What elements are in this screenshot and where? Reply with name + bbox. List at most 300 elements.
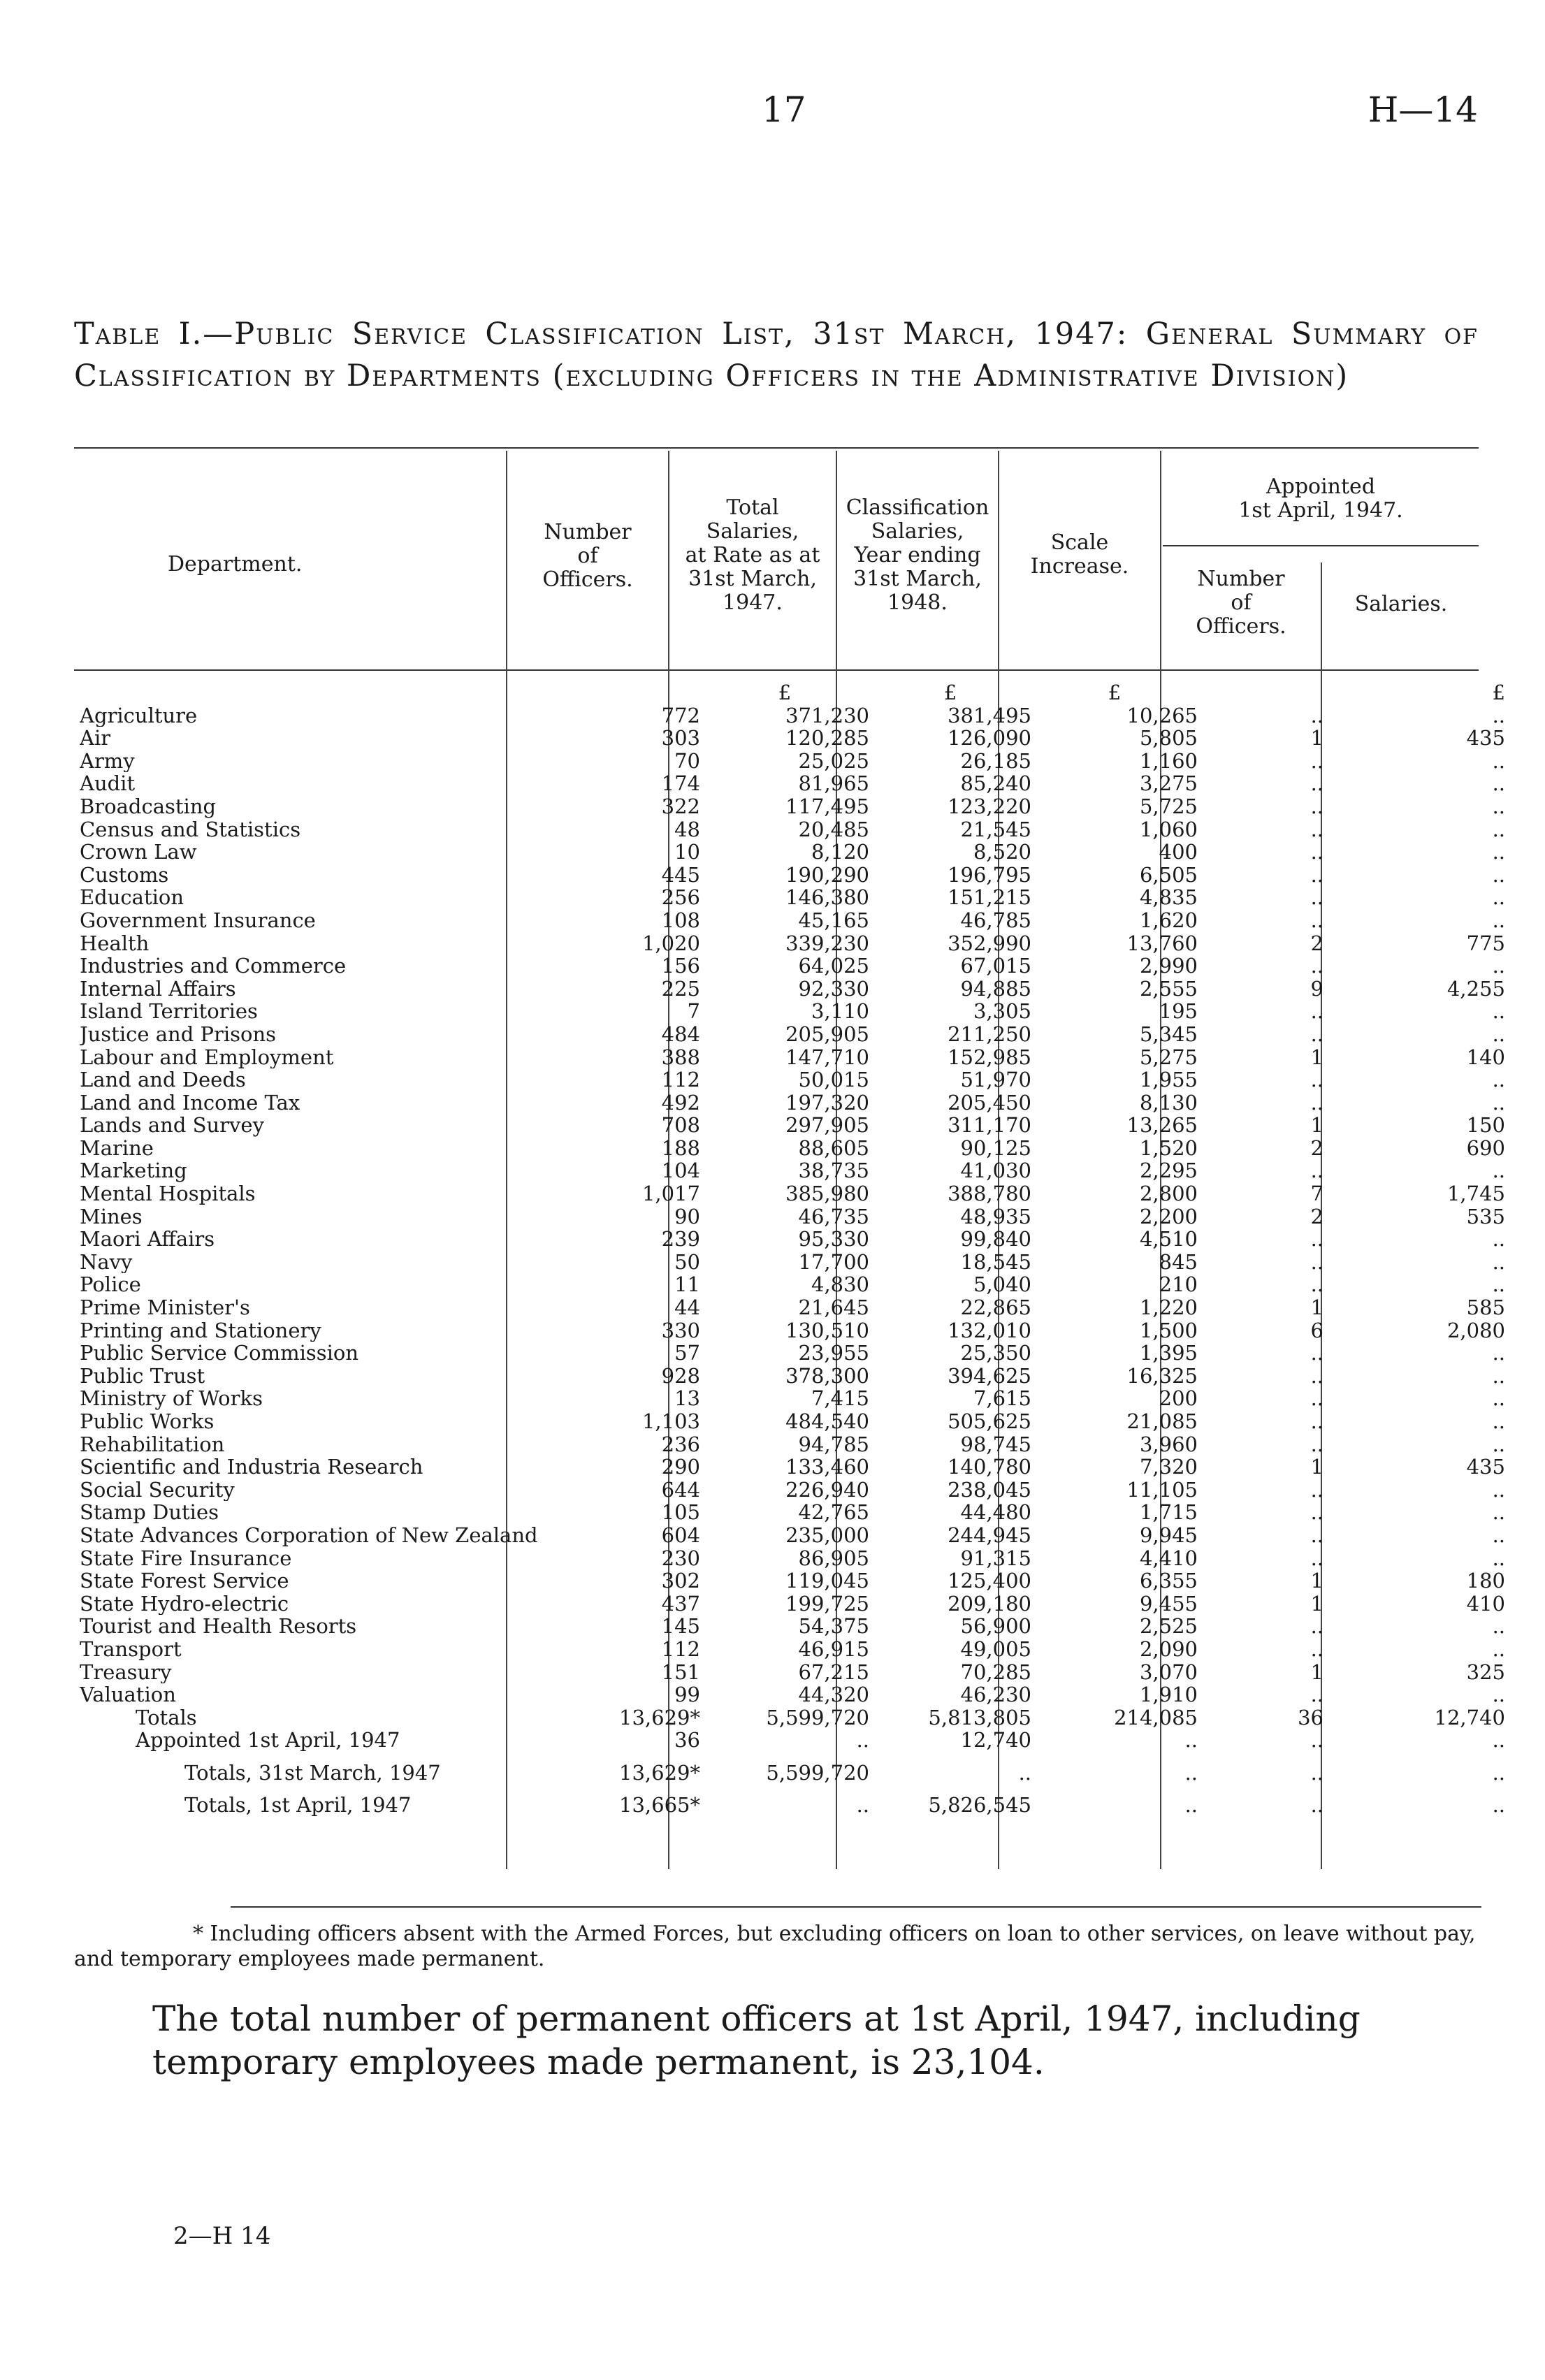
appointed-number: ..: [1310, 1228, 1323, 1251]
officers-count: 70: [674, 749, 700, 773]
officers-count: 492: [661, 1091, 700, 1115]
appointed-salaries: ..: [1492, 1729, 1505, 1752]
classification-salaries: 196,795: [948, 863, 1031, 887]
department-name: Air: [80, 727, 111, 750]
officers-count: 484: [661, 1022, 700, 1046]
scale-increase: 16,325: [1126, 1364, 1198, 1388]
scale-increase: 9,455: [1139, 1592, 1198, 1616]
scale-increase: 4,835: [1139, 886, 1198, 909]
table-title: Table I.—Public Service Classification List, 31st March, 1947: General Summary of Classification by Departments (excluding Officers in the Administrative Division): [74, 317, 1479, 393]
appointed-salaries: ..: [1492, 863, 1505, 887]
officers-count: 445: [661, 863, 700, 887]
table-row: [80, 955, 1505, 978]
totals-row: [80, 1729, 1505, 1752]
appointed-subheader-rule: [1163, 545, 1479, 546]
officers-count: 708: [661, 1114, 700, 1137]
classification-salaries: 51,970: [960, 1068, 1031, 1091]
officers-count: 90: [674, 1205, 700, 1228]
department-name: Ministry of Works: [80, 1387, 263, 1410]
scale-increase: 1,955: [1139, 1068, 1198, 1091]
scale-increase: 1,715: [1139, 1501, 1198, 1524]
appointed-salaries: ..: [1492, 1000, 1505, 1023]
appointed-salaries: ..: [1492, 908, 1505, 932]
total-salaries: 42,765: [798, 1501, 869, 1524]
department-name: Tourist and Health Resorts: [80, 1615, 357, 1638]
scale-increase: ..: [1184, 1793, 1198, 1817]
appointed-salaries: 690: [1466, 1136, 1505, 1160]
officers-count: 105: [661, 1501, 700, 1524]
table-row: [80, 704, 1505, 727]
table-row: [80, 1159, 1505, 1182]
classification-salaries: 352,990: [948, 931, 1031, 955]
classification-salaries: 46,230: [960, 1683, 1031, 1706]
total-salaries: 81,965: [798, 772, 869, 795]
officers-count: 44: [674, 1296, 700, 1319]
table-row: [80, 727, 1505, 750]
total-salaries: 67,215: [798, 1660, 869, 1684]
scale-increase: 6,505: [1139, 863, 1198, 887]
table-row: [80, 795, 1505, 818]
scale-increase: ..: [1184, 1760, 1198, 1785]
officers-count: 644: [661, 1478, 700, 1502]
department-name: Mental Hospitals: [80, 1182, 256, 1205]
department-name: Marketing: [80, 1159, 187, 1183]
classification-salaries: 26,185: [960, 749, 1031, 773]
department-name: Prime Minister's: [80, 1296, 250, 1319]
officers-count: 112: [661, 1068, 700, 1091]
total-salaries: 95,330: [798, 1228, 869, 1251]
appointed-number: ..: [1310, 1273, 1323, 1297]
appointed-number: 2: [1310, 1136, 1323, 1160]
table-row: [80, 1228, 1505, 1251]
classification-salaries: 125,400: [948, 1569, 1031, 1592]
table-row: [80, 1410, 1505, 1433]
appointed-salaries: 2,080: [1446, 1319, 1505, 1342]
officers-count: 290: [661, 1456, 700, 1479]
appointed-number: ..: [1310, 1523, 1323, 1547]
classification-salaries: 394,625: [948, 1364, 1031, 1388]
classification-salaries: 56,900: [960, 1615, 1031, 1638]
classification-salaries: 3,305: [973, 1000, 1031, 1023]
officers-count: 11: [674, 1273, 700, 1297]
total-salaries: 44,320: [798, 1683, 869, 1706]
total-salaries: 64,025: [798, 955, 869, 978]
appointed-number: ..: [1310, 1637, 1323, 1661]
department-name: Lands and Survey: [80, 1114, 264, 1137]
officers-count: 303: [661, 727, 700, 750]
department-name: Treasury: [80, 1660, 172, 1684]
officers-count: 13,665*: [619, 1793, 700, 1817]
officers-count: 10: [674, 841, 700, 864]
header-scale-increase: Scale Increase.: [1030, 530, 1129, 579]
classification-salaries: 46,785: [960, 908, 1031, 932]
classification-salaries: 238,045: [948, 1478, 1031, 1502]
appointed-salaries: ..: [1492, 841, 1505, 864]
table-row: [80, 1046, 1505, 1069]
officers-count: 156: [661, 955, 700, 978]
currency-symbol: £: [1108, 681, 1122, 704]
department-name: Social Security: [80, 1478, 235, 1502]
classification-salaries: ..: [1018, 1760, 1031, 1785]
table-row: [80, 1547, 1505, 1570]
appointed-number: 2: [1310, 1205, 1323, 1228]
appointed-number: ..: [1310, 1501, 1323, 1524]
appointed-salaries: 775: [1466, 931, 1505, 955]
scale-increase: 1,220: [1139, 1296, 1198, 1319]
officers-count: 7: [687, 1000, 700, 1023]
classification-salaries: 5,826,545: [928, 1793, 1031, 1817]
appointed-number: ..: [1310, 749, 1323, 773]
scale-increase: 1,520: [1139, 1136, 1198, 1160]
table-row: [80, 1296, 1505, 1319]
scale-increase: 200: [1159, 1387, 1198, 1410]
scale-increase: ..: [1184, 1729, 1198, 1752]
header-top-rule: [74, 447, 1479, 449]
appointed-salaries: ..: [1492, 1022, 1505, 1046]
appointed-salaries: 150: [1466, 1114, 1505, 1137]
department-name: Land and Deeds: [80, 1068, 246, 1091]
footnote: * Including officers absent with the Armed Forces, but excluding officers on loan to other services, on leave without pay, and temporary employees made permanent.: [74, 1922, 1476, 1971]
total-salaries: 46,735: [798, 1205, 869, 1228]
scale-increase: 210: [1159, 1273, 1198, 1297]
classification-salaries: 70,285: [960, 1660, 1031, 1684]
department-name: Land and Income Tax: [80, 1091, 300, 1115]
appointed-number: 1: [1310, 727, 1323, 750]
table-row: [80, 1342, 1505, 1365]
table-row: [80, 1000, 1505, 1023]
appointed-number: ..: [1310, 772, 1323, 795]
officers-count: 772: [661, 704, 700, 727]
department-name: Island Territories: [80, 1000, 258, 1023]
currency-symbol: £: [943, 681, 957, 704]
classification-salaries: 8,520: [973, 841, 1031, 864]
scale-increase: 1,910: [1139, 1683, 1198, 1706]
footnote-rule: [231, 1906, 1481, 1908]
appointed-number: 36: [1298, 1706, 1323, 1729]
table-row: [80, 1273, 1505, 1296]
department-name: Audit: [80, 772, 136, 795]
appointed-number: ..: [1310, 863, 1323, 887]
department-name: Transport: [80, 1637, 182, 1661]
table-row: [80, 1387, 1505, 1410]
total-salaries: 20,485: [798, 818, 869, 841]
appointed-salaries: ..: [1492, 794, 1505, 818]
officers-count: 388: [661, 1045, 700, 1069]
appointed-number: ..: [1310, 1387, 1323, 1410]
department-name: Public Works: [80, 1410, 215, 1433]
appointed-number: ..: [1310, 818, 1323, 841]
table-row: [80, 1524, 1505, 1547]
totals-label: Appointed 1st April, 1947: [136, 1729, 400, 1752]
department-name: Navy: [80, 1250, 133, 1274]
table-row: [80, 1479, 1505, 1502]
appointed-salaries: ..: [1492, 1637, 1505, 1661]
header-department: Department.: [168, 552, 303, 576]
appointed-salaries: 435: [1466, 1456, 1505, 1479]
appointed-salaries: ..: [1492, 886, 1505, 909]
appointed-salaries: ..: [1492, 704, 1505, 727]
classification-salaries: 25,350: [960, 1342, 1031, 1365]
totals-label: Totals, 31st March, 1947: [184, 1760, 441, 1785]
department-name: Justice and Prisons: [80, 1022, 277, 1046]
scale-increase: 7,320: [1139, 1456, 1198, 1479]
total-salaries: 117,495: [785, 794, 869, 818]
classification-salaries: 132,010: [948, 1319, 1031, 1342]
officers-count: 256: [661, 886, 700, 909]
total-salaries: 484,540: [785, 1410, 869, 1433]
classification-salaries: 18,545: [960, 1250, 1031, 1274]
appointed-number: ..: [1310, 1410, 1323, 1433]
appointed-number: 1: [1310, 1660, 1323, 1684]
classification-salaries: 152,985: [948, 1045, 1031, 1069]
table-row: [80, 772, 1505, 795]
scale-increase: 9,945: [1139, 1523, 1198, 1547]
scale-increase: 1,160: [1139, 749, 1198, 773]
appointed-salaries: 325: [1466, 1660, 1505, 1684]
currency-row: [80, 681, 1505, 704]
total-salaries: ..: [856, 1729, 869, 1752]
table-row: [80, 1365, 1505, 1388]
total-salaries: 45,165: [798, 908, 869, 932]
table-row: [80, 909, 1505, 932]
scale-increase: 845: [1159, 1250, 1198, 1274]
officers-count: 145: [661, 1615, 700, 1638]
officers-count: 151: [661, 1660, 700, 1684]
appointed-number: 6: [1310, 1319, 1323, 1342]
officers-count: 604: [661, 1523, 700, 1547]
classification-salaries: 41,030: [960, 1159, 1031, 1183]
classification-salaries: 22,865: [960, 1296, 1031, 1319]
scale-increase: 2,800: [1139, 1182, 1198, 1205]
total-salaries: 371,230: [785, 704, 869, 727]
total-salaries: 378,300: [785, 1364, 869, 1388]
appointed-number: ..: [1310, 1760, 1323, 1785]
appointed-salaries: 585: [1466, 1296, 1505, 1319]
officers-count: 437: [661, 1592, 700, 1616]
total-salaries: 54,375: [798, 1615, 869, 1638]
totals-label: Totals: [136, 1706, 197, 1729]
classification-salaries: 126,090: [948, 727, 1031, 750]
scale-increase: 195: [1159, 1000, 1198, 1023]
scale-increase: 8,130: [1139, 1091, 1198, 1115]
table-row: [80, 750, 1505, 773]
appointed-number: ..: [1310, 1432, 1323, 1456]
total-salaries: 197,320: [785, 1091, 869, 1115]
officers-count: 188: [661, 1136, 700, 1160]
total-salaries: 50,015: [798, 1068, 869, 1091]
appointed-salaries: ..: [1492, 1615, 1505, 1638]
scale-increase: 2,990: [1139, 955, 1198, 978]
scale-increase: 2,555: [1139, 977, 1198, 1001]
appointed-salaries: ..: [1492, 1432, 1505, 1456]
appointed-number: ..: [1310, 794, 1323, 818]
total-salaries: 146,380: [785, 886, 869, 909]
scale-increase: 1,620: [1139, 908, 1198, 932]
classification-salaries: 244,945: [948, 1523, 1031, 1547]
classification-salaries: 123,220: [948, 794, 1031, 818]
officers-count: 99: [674, 1683, 700, 1706]
scale-increase: 3,070: [1139, 1660, 1198, 1684]
summary-text: The total number of permanent officers at 1st April, 1947, including temporary employees made permanent, is 23,104.: [152, 1998, 1361, 2082]
table-row: [80, 1569, 1505, 1592]
department-name: Industries and Commerce: [80, 955, 347, 978]
appointed-number: 1: [1310, 1456, 1323, 1479]
scale-increase: 6,355: [1139, 1569, 1198, 1592]
classification-salaries: 5,040: [973, 1273, 1031, 1297]
total-salaries: 339,230: [785, 931, 869, 955]
total-salaries: 38,735: [798, 1159, 869, 1183]
total-salaries: 120,285: [785, 727, 869, 750]
officers-count: 174: [661, 772, 700, 795]
table-row: [80, 886, 1505, 909]
table-row: [80, 1592, 1505, 1616]
scale-increase: 4,410: [1139, 1546, 1198, 1570]
classification-salaries: 94,885: [960, 977, 1031, 1001]
officers-count: 13: [674, 1387, 700, 1410]
classification-salaries: 99,840: [960, 1228, 1031, 1251]
table-row: [80, 841, 1505, 864]
officers-count: 236: [661, 1432, 700, 1456]
total-salaries: 23,955: [798, 1342, 869, 1365]
appointed-number: ..: [1310, 1793, 1323, 1817]
table-row: [80, 1433, 1505, 1456]
appointed-salaries: 12,740: [1434, 1706, 1505, 1729]
officers-count: 330: [661, 1319, 700, 1342]
total-salaries: 88,605: [798, 1136, 869, 1160]
department-name: Marine: [80, 1136, 154, 1160]
appointed-salaries: ..: [1492, 772, 1505, 795]
total-salaries: 147,710: [785, 1045, 869, 1069]
appointed-salaries: ..: [1492, 1478, 1505, 1502]
classification-salaries: 90,125: [960, 1136, 1031, 1160]
appointed-salaries: 180: [1466, 1569, 1505, 1592]
officers-count: 50: [674, 1250, 700, 1274]
table-row: [80, 1091, 1505, 1115]
classification-salaries: 7,615: [973, 1387, 1031, 1410]
appointed-number: 1: [1310, 1296, 1323, 1319]
table-row: [80, 818, 1505, 841]
table-row: [80, 1319, 1505, 1342]
scale-increase: 2,090: [1139, 1637, 1198, 1661]
header-bottom-rule: [74, 669, 1479, 671]
classification-table: [80, 681, 1505, 1817]
total-salaries: 297,905: [785, 1114, 869, 1137]
appointed-number: ..: [1310, 955, 1323, 978]
appointed-salaries: 535: [1466, 1205, 1505, 1228]
scale-increase: 2,200: [1139, 1205, 1198, 1228]
appointed-number: ..: [1310, 704, 1323, 727]
department-name: Scientific and Industria Research: [80, 1456, 423, 1479]
total-salaries: 5,599,720: [766, 1760, 869, 1785]
total-salaries: 8,120: [811, 841, 869, 864]
appointed-number: ..: [1310, 1068, 1323, 1091]
scale-increase: 5,725: [1139, 794, 1198, 818]
total-salaries: 17,700: [798, 1250, 869, 1274]
department-name: Health: [80, 931, 150, 955]
appointed-number: ..: [1310, 1342, 1323, 1365]
appointed-salaries: ..: [1492, 1091, 1505, 1115]
currency-symbol: £: [778, 681, 792, 704]
officers-count: 104: [661, 1159, 700, 1183]
appointed-salaries: ..: [1492, 1342, 1505, 1365]
officers-count: 225: [661, 977, 700, 1001]
classification-salaries: 311,170: [948, 1114, 1031, 1137]
header-classification-salaries: Classification Salaries, Year ending 31st March, 1948.: [846, 495, 989, 615]
appointed-number: ..: [1310, 1364, 1323, 1388]
header-number-of-officers: Number of Officers.: [542, 520, 633, 592]
scale-increase: 13,760: [1126, 931, 1198, 955]
scale-increase: 5,275: [1139, 1045, 1198, 1069]
department-name: Maori Affairs: [80, 1228, 215, 1251]
classification-salaries: 21,545: [960, 818, 1031, 841]
officers-count: 322: [661, 794, 700, 818]
department-name: Agriculture: [80, 704, 198, 727]
appointed-salaries: 4,255: [1446, 977, 1505, 1001]
table-row: [80, 864, 1505, 887]
classification-salaries: 205,450: [948, 1091, 1031, 1115]
total-salaries: 21,645: [798, 1296, 869, 1319]
department-name: Customs: [80, 863, 169, 887]
table-row: [80, 1661, 1505, 1684]
department-name: Valuation: [80, 1683, 176, 1706]
appointed-number: ..: [1310, 1615, 1323, 1638]
appointed-salaries: ..: [1492, 1250, 1505, 1274]
classification-salaries: 49,005: [960, 1637, 1031, 1661]
appointed-number: 7: [1310, 1182, 1323, 1205]
classification-salaries: 388,780: [948, 1182, 1031, 1205]
appointed-salaries: ..: [1492, 1273, 1505, 1297]
appointed-number: ..: [1310, 1250, 1323, 1274]
table-row: [80, 1501, 1505, 1524]
scale-increase: 5,345: [1139, 1022, 1198, 1046]
scale-increase: 1,395: [1139, 1342, 1198, 1365]
page-signature: 2—H 14: [173, 2222, 271, 2250]
officers-count: 302: [661, 1569, 700, 1592]
officers-count: 1,103: [641, 1410, 700, 1433]
scale-increase: 10,265: [1126, 704, 1198, 727]
table-row: [80, 1205, 1505, 1228]
appointed-salaries: ..: [1492, 1793, 1505, 1817]
appointed-salaries: ..: [1492, 749, 1505, 773]
classification-salaries: 140,780: [948, 1456, 1031, 1479]
table-row: [80, 1068, 1505, 1091]
appointed-number: ..: [1310, 908, 1323, 932]
total-salaries: 226,940: [785, 1478, 869, 1502]
department-name: State Fire Insurance: [80, 1546, 292, 1570]
table-row: [80, 1023, 1505, 1046]
totals-row: [80, 1794, 1505, 1817]
appointed-number: 1: [1310, 1592, 1323, 1616]
scale-increase: 4,510: [1139, 1228, 1198, 1251]
header-appointed-number: Number of Officers.: [1196, 567, 1286, 639]
header-appointed-salaries: Salaries.: [1354, 592, 1448, 616]
appointed-number: 9: [1310, 977, 1323, 1001]
officers-count: 1,017: [641, 1182, 700, 1205]
header-appointed: Appointed 1st April, 1947.: [1238, 474, 1403, 523]
department-name: Public Trust: [80, 1364, 205, 1388]
classification-salaries: 98,745: [960, 1432, 1031, 1456]
officers-count: 1,020: [641, 931, 700, 955]
classification-salaries: 85,240: [960, 772, 1031, 795]
officers-count: 108: [661, 908, 700, 932]
appointed-salaries: ..: [1492, 1501, 1505, 1524]
appointed-salaries: ..: [1492, 1523, 1505, 1547]
appointed-number: 1: [1310, 1045, 1323, 1069]
scale-increase: 214,085: [1114, 1706, 1198, 1729]
officers-count: 13,629*: [619, 1760, 700, 1785]
appointed-number: ..: [1310, 1478, 1323, 1502]
department-name: Stamp Duties: [80, 1501, 219, 1524]
